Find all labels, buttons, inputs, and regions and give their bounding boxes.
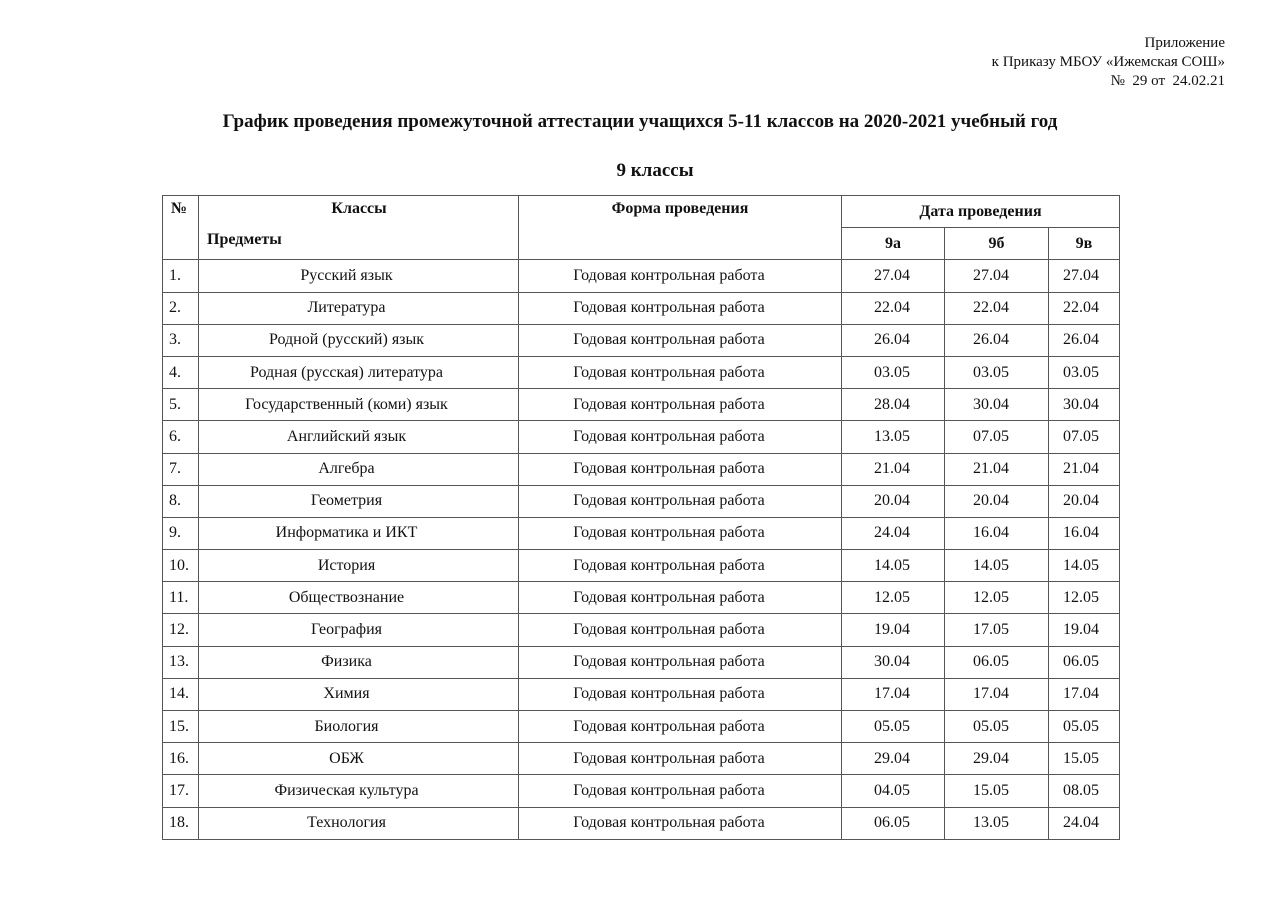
table-row xyxy=(163,582,1120,614)
row-form: Годовая контрольная работа xyxy=(519,646,842,678)
table-row xyxy=(163,453,1120,485)
row-subject: ОБЖ xyxy=(199,743,519,775)
row-date-9b: 03.05 xyxy=(945,356,1049,388)
row-number: 11. xyxy=(163,582,199,614)
row-date-9b: 29.04 xyxy=(945,743,1049,775)
table-row xyxy=(163,807,1120,839)
row-form: Годовая контрольная работа xyxy=(519,550,842,582)
row-subject: Родная (русская) литература xyxy=(199,356,519,388)
row-form: Годовая контрольная работа xyxy=(519,421,842,453)
document-subtitle: 9 классы xyxy=(616,160,694,181)
row-subject: Геометрия xyxy=(199,485,519,517)
row-date-9v: 16.04 xyxy=(1049,517,1120,549)
header-class-9a: 9а xyxy=(842,228,945,260)
row-date-9a: 30.04 xyxy=(842,646,945,678)
row-date-9b: 12.05 xyxy=(945,582,1049,614)
row-number: 10. xyxy=(163,550,199,582)
row-date-9v: 24.04 xyxy=(1049,807,1120,839)
row-date-9v: 17.04 xyxy=(1049,678,1120,710)
document-title: График проведения промежуточной аттестации учащихся 5-11 классов на 2020-2021 учебный год xyxy=(222,111,1058,132)
row-date-9a: 06.05 xyxy=(842,807,945,839)
table-row xyxy=(163,389,1120,421)
row-form: Годовая контрольная работа xyxy=(519,678,842,710)
row-form: Годовая контрольная работа xyxy=(519,389,842,421)
header-class-9v: 9в xyxy=(1049,228,1120,260)
row-date-9a: 14.05 xyxy=(842,550,945,582)
table-row xyxy=(163,421,1120,453)
table-row xyxy=(163,711,1120,743)
row-subject: Физика xyxy=(199,646,519,678)
header-classes: Классы xyxy=(331,200,387,217)
row-number: 16. xyxy=(163,743,199,775)
table-row xyxy=(163,550,1120,582)
row-date-9b: 26.04 xyxy=(945,324,1049,356)
row-form: Годовая контрольная работа xyxy=(519,485,842,517)
row-date-9a: 13.05 xyxy=(842,421,945,453)
table-row xyxy=(163,485,1120,517)
table-row xyxy=(163,743,1120,775)
row-date-9v: 06.05 xyxy=(1049,646,1120,678)
table-row xyxy=(163,614,1120,646)
row-subject: Литература xyxy=(199,292,519,324)
row-date-9b: 06.05 xyxy=(945,646,1049,678)
row-date-9b: 21.04 xyxy=(945,453,1049,485)
row-form: Годовая контрольная работа xyxy=(519,743,842,775)
row-date-9b: 05.05 xyxy=(945,711,1049,743)
header-date: Дата проведения xyxy=(842,196,1120,228)
table-row xyxy=(163,517,1120,549)
row-date-9a: 05.05 xyxy=(842,711,945,743)
appendix-order-number: № 29 от 24.02.21 xyxy=(1110,73,1225,89)
table-row xyxy=(163,292,1120,324)
row-number: 15. xyxy=(163,711,199,743)
row-date-9v: 12.05 xyxy=(1049,582,1120,614)
row-form: Годовая контрольная работа xyxy=(519,775,842,807)
row-form: Годовая контрольная работа xyxy=(519,582,842,614)
row-form: Годовая контрольная работа xyxy=(519,356,842,388)
row-subject: Информатика и ИКТ xyxy=(199,517,519,549)
row-date-9v: 19.04 xyxy=(1049,614,1120,646)
row-form: Годовая контрольная работа xyxy=(519,517,842,549)
row-subject: География xyxy=(199,614,519,646)
row-date-9a: 19.04 xyxy=(842,614,945,646)
appendix-order-ref: к Приказу МБОУ «Ижемская СОШ» xyxy=(991,54,1225,70)
row-date-9v: 08.05 xyxy=(1049,775,1120,807)
row-date-9a: 12.05 xyxy=(842,582,945,614)
row-date-9b: 14.05 xyxy=(945,550,1049,582)
row-number: 14. xyxy=(163,678,199,710)
row-number: 17. xyxy=(163,775,199,807)
row-number: 12. xyxy=(163,614,199,646)
row-date-9a: 20.04 xyxy=(842,485,945,517)
row-date-9v: 27.04 xyxy=(1049,260,1120,292)
appendix-label: Приложение xyxy=(1144,35,1225,51)
row-subject: Физическая культура xyxy=(199,775,519,807)
row-subject: История xyxy=(199,550,519,582)
row-subject: Биология xyxy=(199,711,519,743)
schedule-table xyxy=(162,195,1120,840)
row-date-9v: 20.04 xyxy=(1049,485,1120,517)
row-date-9v: 30.04 xyxy=(1049,389,1120,421)
row-date-9b: 30.04 xyxy=(945,389,1049,421)
header-form: Форма проведения xyxy=(519,196,842,260)
row-date-9v: 22.04 xyxy=(1049,292,1120,324)
row-date-9a: 17.04 xyxy=(842,678,945,710)
row-number: 5. xyxy=(163,389,199,421)
row-form: Годовая контрольная работа xyxy=(519,614,842,646)
row-number: 9. xyxy=(163,517,199,549)
row-date-9a: 26.04 xyxy=(842,324,945,356)
row-date-9b: 15.05 xyxy=(945,775,1049,807)
table-row xyxy=(163,775,1120,807)
row-date-9b: 20.04 xyxy=(945,485,1049,517)
row-subject: Русский язык xyxy=(199,260,519,292)
row-date-9a: 22.04 xyxy=(842,292,945,324)
row-number: 7. xyxy=(163,453,199,485)
table-row xyxy=(163,324,1120,356)
row-date-9a: 21.04 xyxy=(842,453,945,485)
header-class-9b: 9б xyxy=(945,228,1049,260)
table-row xyxy=(163,260,1120,292)
row-date-9a: 04.05 xyxy=(842,775,945,807)
row-number: 2. xyxy=(163,292,199,324)
row-form: Годовая контрольная работа xyxy=(519,453,842,485)
row-form: Годовая контрольная работа xyxy=(519,292,842,324)
row-form: Годовая контрольная работа xyxy=(519,711,842,743)
row-number: 4. xyxy=(163,356,199,388)
table-row xyxy=(163,646,1120,678)
row-subject: Химия xyxy=(199,678,519,710)
row-number: 8. xyxy=(163,485,199,517)
row-number: 6. xyxy=(163,421,199,453)
row-form: Годовая контрольная работа xyxy=(519,324,842,356)
row-date-9v: 26.04 xyxy=(1049,324,1120,356)
row-date-9a: 28.04 xyxy=(842,389,945,421)
row-date-9v: 07.05 xyxy=(1049,421,1120,453)
row-date-9v: 21.04 xyxy=(1049,453,1120,485)
row-subject: Государственный (коми) язык xyxy=(199,389,519,421)
row-date-9b: 07.05 xyxy=(945,421,1049,453)
row-date-9v: 05.05 xyxy=(1049,711,1120,743)
row-number: 18. xyxy=(163,807,199,839)
row-date-9a: 24.04 xyxy=(842,517,945,549)
row-date-9b: 17.04 xyxy=(945,678,1049,710)
header-row-1 xyxy=(163,196,1120,228)
row-subject: Технология xyxy=(199,807,519,839)
table-row xyxy=(163,356,1120,388)
row-date-9a: 29.04 xyxy=(842,743,945,775)
header-subjects: Предметы xyxy=(207,231,282,248)
row-date-9b: 17.05 xyxy=(945,614,1049,646)
row-subject: Обществознание xyxy=(199,582,519,614)
row-date-9b: 16.04 xyxy=(945,517,1049,549)
row-number: 13. xyxy=(163,646,199,678)
table-body xyxy=(163,260,1120,839)
header-num: № xyxy=(163,196,199,260)
row-date-9a: 03.05 xyxy=(842,356,945,388)
row-date-9v: 03.05 xyxy=(1049,356,1120,388)
row-date-9a: 27.04 xyxy=(842,260,945,292)
row-form: Годовая контрольная работа xyxy=(519,260,842,292)
row-date-9b: 27.04 xyxy=(945,260,1049,292)
row-date-9v: 14.05 xyxy=(1049,550,1120,582)
row-form: Годовая контрольная работа xyxy=(519,807,842,839)
row-subject: Алгебра xyxy=(199,453,519,485)
row-subject: Английский язык xyxy=(199,421,519,453)
row-date-9b: 22.04 xyxy=(945,292,1049,324)
row-number: 3. xyxy=(163,324,199,356)
header-classes-subjects xyxy=(199,196,519,260)
row-number: 1. xyxy=(163,260,199,292)
appendix-block xyxy=(992,34,1225,91)
row-date-9b: 13.05 xyxy=(945,807,1049,839)
row-date-9v: 15.05 xyxy=(1049,743,1120,775)
row-subject: Родной (русский) язык xyxy=(199,324,519,356)
table-row xyxy=(163,678,1120,710)
